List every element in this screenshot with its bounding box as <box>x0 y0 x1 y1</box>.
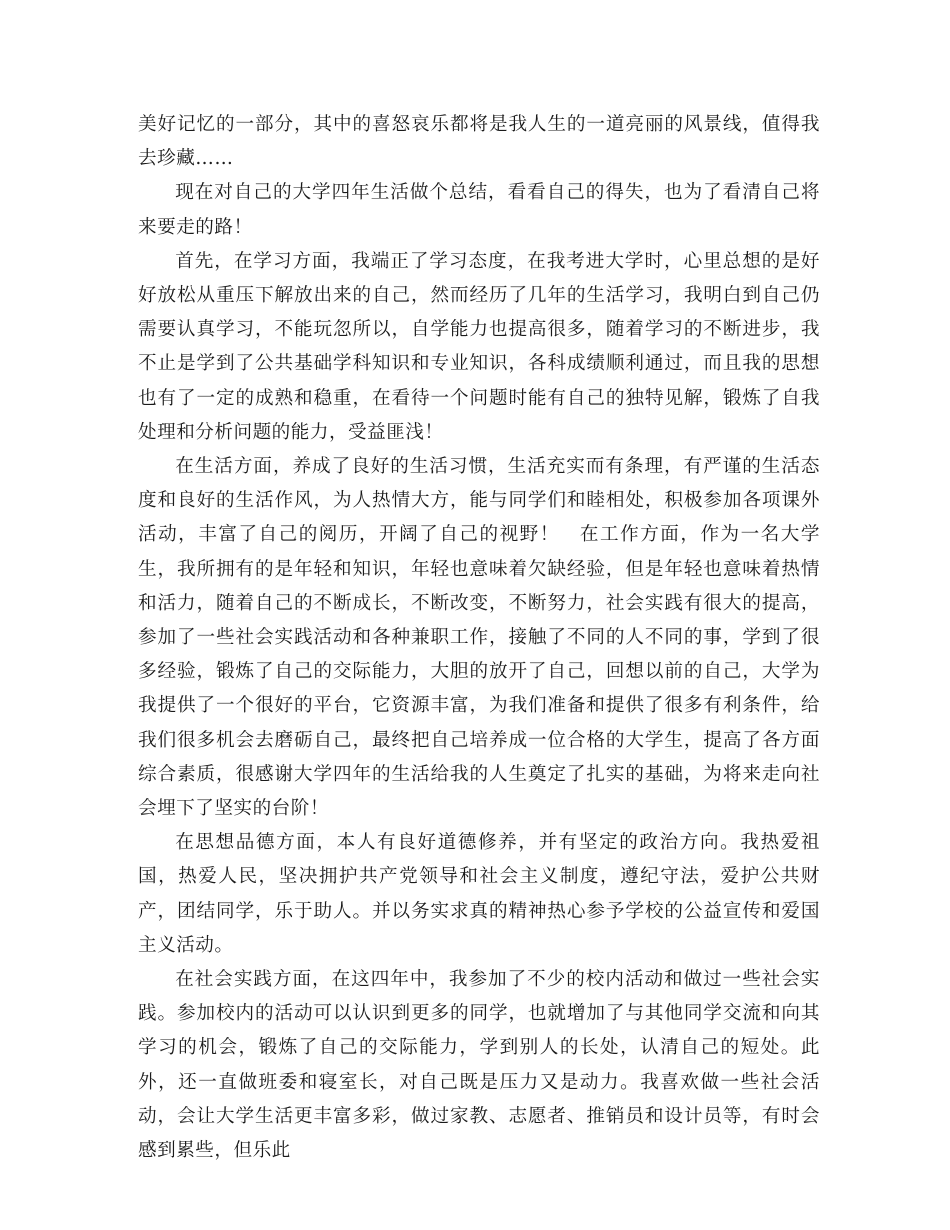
paragraph-life-work: 在生活方面，养成了良好的生活习惯，生活充实而有条理，有严谨的生活态度和良好的生活作风，为人热情大方，能与同学们和睦相处，积极参加各项课外活动，丰富了自己的阅历，开阔了自己的视野！ 在工作方面，作为一名大学生，我所拥有的是年轻和知识，年轻也意味着欠缺经验，但是年轻也意味着热情和活力，随着自己的不断成长，不断改变，不断努力，社会实践有很大的提高，参加了一些社会实践活动和各种兼职工作，接触了不同的人不同的事，学到了很多经验，锻炼了自己的交际能力，大胆的放开了自己，回想以前的自己，大学为我提供了一个很好的平台，它资源丰富，为我们准备和提供了很多有利条件，给我们很多机会去磨砺自己，最终把自己培养成一位合格的大学生，提高了各方面综合素质，很感谢大学四年的生活给我的人生奠定了扎实的基础，为将来走向社会埋下了坚实的台阶！ <box>138 456 820 820</box>
paragraph-continuation: 美好记忆的一部分，其中的喜怒哀乐都将是我人生的一道亮丽的风景线，值得我去珍藏…… <box>138 114 820 170</box>
paragraph-social-practice: 在社会实践方面，在这四年中，我参加了不少的校内活动和做过一些社会实践。参加校内的活动可以认识到更多的同学，也就增加了与其他同学交流和向其学习的机会，锻炼了自己的交际能力，学到别人的长处，认清自己的短处。此外，还一直做班委和寝室长，对自己既是压力又是动力。我喜欢做一些社会活动，会让大学生活更丰富多彩，做过家教、志愿者、推销员和设计员等，有时会感到累些，但乐此 <box>138 969 820 1162</box>
document-body <box>138 108 820 1168</box>
paragraph-morality: 在思想品德方面，本人有良好道德修养，并有坚定的政治方向。我热爱祖国，热爱人民，坚决拥护共产党领导和社会主义制度，遵纪守法，爱护公共财产，团结同学，乐于助人。并以务实求真的精神热心参予学校的公益宣传和爱国主义活动。 <box>138 832 820 956</box>
paragraph-summary-intro: 现在对自己的大学四年生活做个总结，看看自己的得失，也为了看清自己将来要走的路！ <box>138 182 820 238</box>
paragraph-study: 首先，在学习方面，我端正了学习态度，在我考进大学时，心里总想的是好好放松从重压下解放出来的自己，然而经历了几年的生活学习，我明白到自己仍需要认真学习，不能玩忽所以，自学能力也提高很多，随着学习的不断进步，我不止是学到了公共基础学科知识和专业知识，各科成绩顺利通过，而且我的思想也有了一定的成熟和稳重，在看待一个问题时能有自己的独特见解，锻炼了自我处理和分析问题的能力，受益匪浅！ <box>138 250 820 443</box>
